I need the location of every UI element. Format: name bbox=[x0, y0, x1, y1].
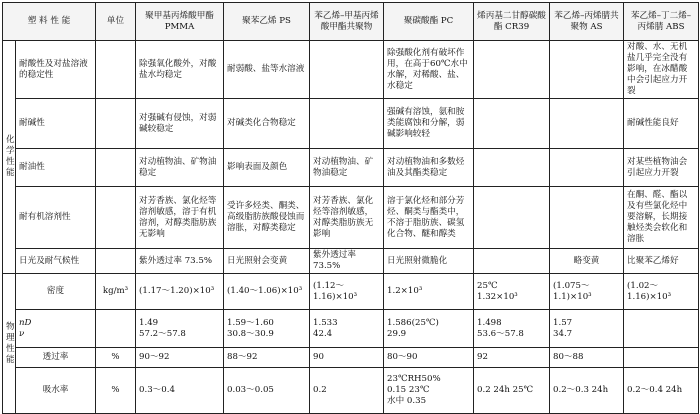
value-cell: 0.3～0.4 bbox=[136, 368, 224, 414]
header-material: 聚甲基丙烯酸甲酯 PMMA bbox=[136, 3, 224, 41]
property-label: 耐酸性及对盐溶液的稳定性 bbox=[16, 41, 96, 99]
value-cell: (1.40～1.06)×10³ bbox=[224, 274, 310, 310]
value-cell: 对碱类化合物稳定 bbox=[224, 99, 310, 149]
value-cell: 略变黄 bbox=[550, 249, 624, 274]
value-cell: 对酸、水、无机盐几乎完全没有影响，在冰醋酸中会引起应力开裂 bbox=[624, 41, 699, 99]
table-row bbox=[3, 368, 699, 414]
table-row bbox=[3, 41, 699, 99]
header-property: 塑 料 性 能 bbox=[3, 3, 96, 41]
table-row bbox=[3, 99, 699, 149]
value-cell: 对动植物油、矿物油稳定 bbox=[136, 149, 224, 187]
property-label: 透过率 bbox=[16, 348, 96, 368]
value-cell: 日光照射会变黄 bbox=[224, 249, 310, 274]
table-row bbox=[3, 249, 699, 274]
value-cell: 对某些植物油会引起应力开裂 bbox=[624, 149, 699, 187]
unit-cell bbox=[96, 149, 136, 187]
value-cell: 对动植物油、矿物油稳定 bbox=[310, 149, 384, 187]
property-label: 日光及耐气候性 bbox=[16, 249, 96, 274]
value-cell: (1.075～1.1)×10³ bbox=[550, 274, 624, 310]
value-cell: 对强碱有侵蚀，对弱碱较稳定 bbox=[136, 99, 224, 149]
value-cell: 90～92 bbox=[136, 348, 224, 368]
category-physical: 物 理 性 能 bbox=[3, 274, 16, 414]
value-cell: 受许多烃类、酮类、高级脂肪族酸侵蚀而溶胀，对醇类稳定 bbox=[224, 187, 310, 249]
header-material: 聚碳酸酯 PC bbox=[384, 3, 474, 41]
value-cell: 1.586(25℃) 29.9 bbox=[384, 310, 474, 348]
header-material: 聚苯乙烯 PS bbox=[224, 3, 310, 41]
value-cell: 92 bbox=[474, 348, 550, 368]
value-cell bbox=[310, 41, 384, 99]
value-cell: 1.59～1.60 30.8～30.9 bbox=[224, 310, 310, 348]
value-cell: 对动植物油和多数烃油及其酯类稳定 bbox=[384, 149, 474, 187]
property-label: nD ν bbox=[16, 310, 96, 348]
table-row bbox=[3, 149, 699, 187]
value-cell: 1.2×10³ bbox=[384, 274, 474, 310]
value-cell: (1.12～1.16)×10³ bbox=[310, 274, 384, 310]
value-cell bbox=[550, 149, 624, 187]
value-cell: 90 bbox=[310, 348, 384, 368]
value-cell: 1.533 42.4 bbox=[310, 310, 384, 348]
header-material: 苯乙烯–丙烯腈共聚物 AS bbox=[550, 3, 624, 41]
value-cell: 0.2 24h 25℃ bbox=[474, 368, 550, 414]
value-cell bbox=[474, 249, 550, 274]
property-label: 耐碱性 bbox=[16, 99, 96, 149]
value-cell: 80～90 bbox=[384, 348, 474, 368]
category-chemical: 化 学 性 能 bbox=[3, 41, 16, 274]
header-row bbox=[3, 3, 699, 41]
value-cell: 80～88 bbox=[550, 348, 624, 368]
value-cell bbox=[474, 99, 550, 149]
table-row bbox=[3, 348, 699, 368]
value-cell: 溶于氯化烃和部分芳烃、酮类与酯类中，不溶于脂肪族、碳氢化合物、醚和醇类 bbox=[384, 187, 474, 249]
value-cell: 对芳香族、氯化烃等溶剂敏感，对醇类脂肪族无影响 bbox=[310, 187, 384, 249]
value-cell: 1.498 53.6～57.8 bbox=[474, 310, 550, 348]
property-label: 耐有机溶剂性 bbox=[16, 187, 96, 249]
value-cell bbox=[474, 41, 550, 99]
value-cell: 0.03～0.05 bbox=[224, 368, 310, 414]
value-cell: 0.2 bbox=[310, 368, 384, 414]
value-cell: 紫外透过率 73.5% bbox=[310, 249, 384, 274]
value-cell: 0.2～0.4 24h bbox=[624, 368, 699, 414]
value-cell: (1.02～1.16)×10³ bbox=[624, 274, 699, 310]
unit-cell bbox=[96, 310, 136, 348]
properties-table bbox=[2, 2, 699, 414]
value-cell bbox=[550, 41, 624, 99]
unit-cell bbox=[96, 99, 136, 149]
property-label: 吸水率 bbox=[16, 368, 96, 414]
property-label: 密度 bbox=[16, 274, 96, 310]
value-cell: 除强氧化酸外，对酸盐水均稳定 bbox=[136, 41, 224, 99]
value-cell: 除强酸化剂有破坏作用，在高于60℃水中水解，对稀酸、盐、水稳定 bbox=[384, 41, 474, 99]
value-cell: 耐碱性能良好 bbox=[624, 99, 699, 149]
value-cell bbox=[624, 348, 699, 368]
header-material: 苯乙烯–丁二烯–丙烯腈 ABS bbox=[624, 3, 699, 41]
table-row bbox=[3, 274, 699, 310]
table-row bbox=[3, 187, 699, 249]
value-cell: 88～92 bbox=[224, 348, 310, 368]
unit-cell: % bbox=[96, 368, 136, 414]
unit-cell: kg/m³ bbox=[96, 274, 136, 310]
value-cell: 对芳香族、氯化烃等溶剂敏感，溶于有机溶剂，对醇类脂肪族无影响 bbox=[136, 187, 224, 249]
value-cell: 比聚苯乙烯好 bbox=[624, 249, 699, 274]
value-cell bbox=[550, 187, 624, 249]
header-material: 烯丙基二甘醇碳酸酯 CR39 bbox=[474, 3, 550, 41]
value-cell: 1.57 34.7 bbox=[550, 310, 624, 348]
property-label: 耐油性 bbox=[16, 149, 96, 187]
unit-cell: % bbox=[96, 348, 136, 368]
value-cell bbox=[550, 99, 624, 149]
value-cell: 日光照射微脆化 bbox=[384, 249, 474, 274]
header-material: 苯乙烯–甲基丙烯酸甲酯共聚物 bbox=[310, 3, 384, 41]
value-cell: (1.17～1.20)×10³ bbox=[136, 274, 224, 310]
table-row bbox=[3, 310, 699, 348]
unit-cell bbox=[96, 187, 136, 249]
value-cell: 0.2～0.3 24h bbox=[550, 368, 624, 414]
value-cell: 强碱有溶蚀，氨和胺类能腐蚀和分解，弱碱影响较轻 bbox=[384, 99, 474, 149]
value-cell: 1.49 57.2～57.8 bbox=[136, 310, 224, 348]
value-cell: 23℃RH50% 0.15 23℃ 水中 0.35 bbox=[384, 368, 474, 414]
unit-cell bbox=[96, 249, 136, 274]
value-cell: 25℃ 1.32×10³ bbox=[474, 274, 550, 310]
value-cell bbox=[474, 149, 550, 187]
value-cell bbox=[624, 310, 699, 348]
header-unit: 单位 bbox=[96, 3, 136, 41]
value-cell bbox=[310, 99, 384, 149]
value-cell: 耐弱酸、盐等水溶液 bbox=[224, 41, 310, 99]
value-cell: 在酮、醛、酯以及有些氯化烃中要溶解，长期接触烃类会软化和溶胀 bbox=[624, 187, 699, 249]
value-cell: 紫外透过率 73.5% bbox=[136, 249, 224, 274]
unit-cell bbox=[96, 41, 136, 99]
value-cell bbox=[474, 187, 550, 249]
value-cell: 影响表面及颜色 bbox=[224, 149, 310, 187]
